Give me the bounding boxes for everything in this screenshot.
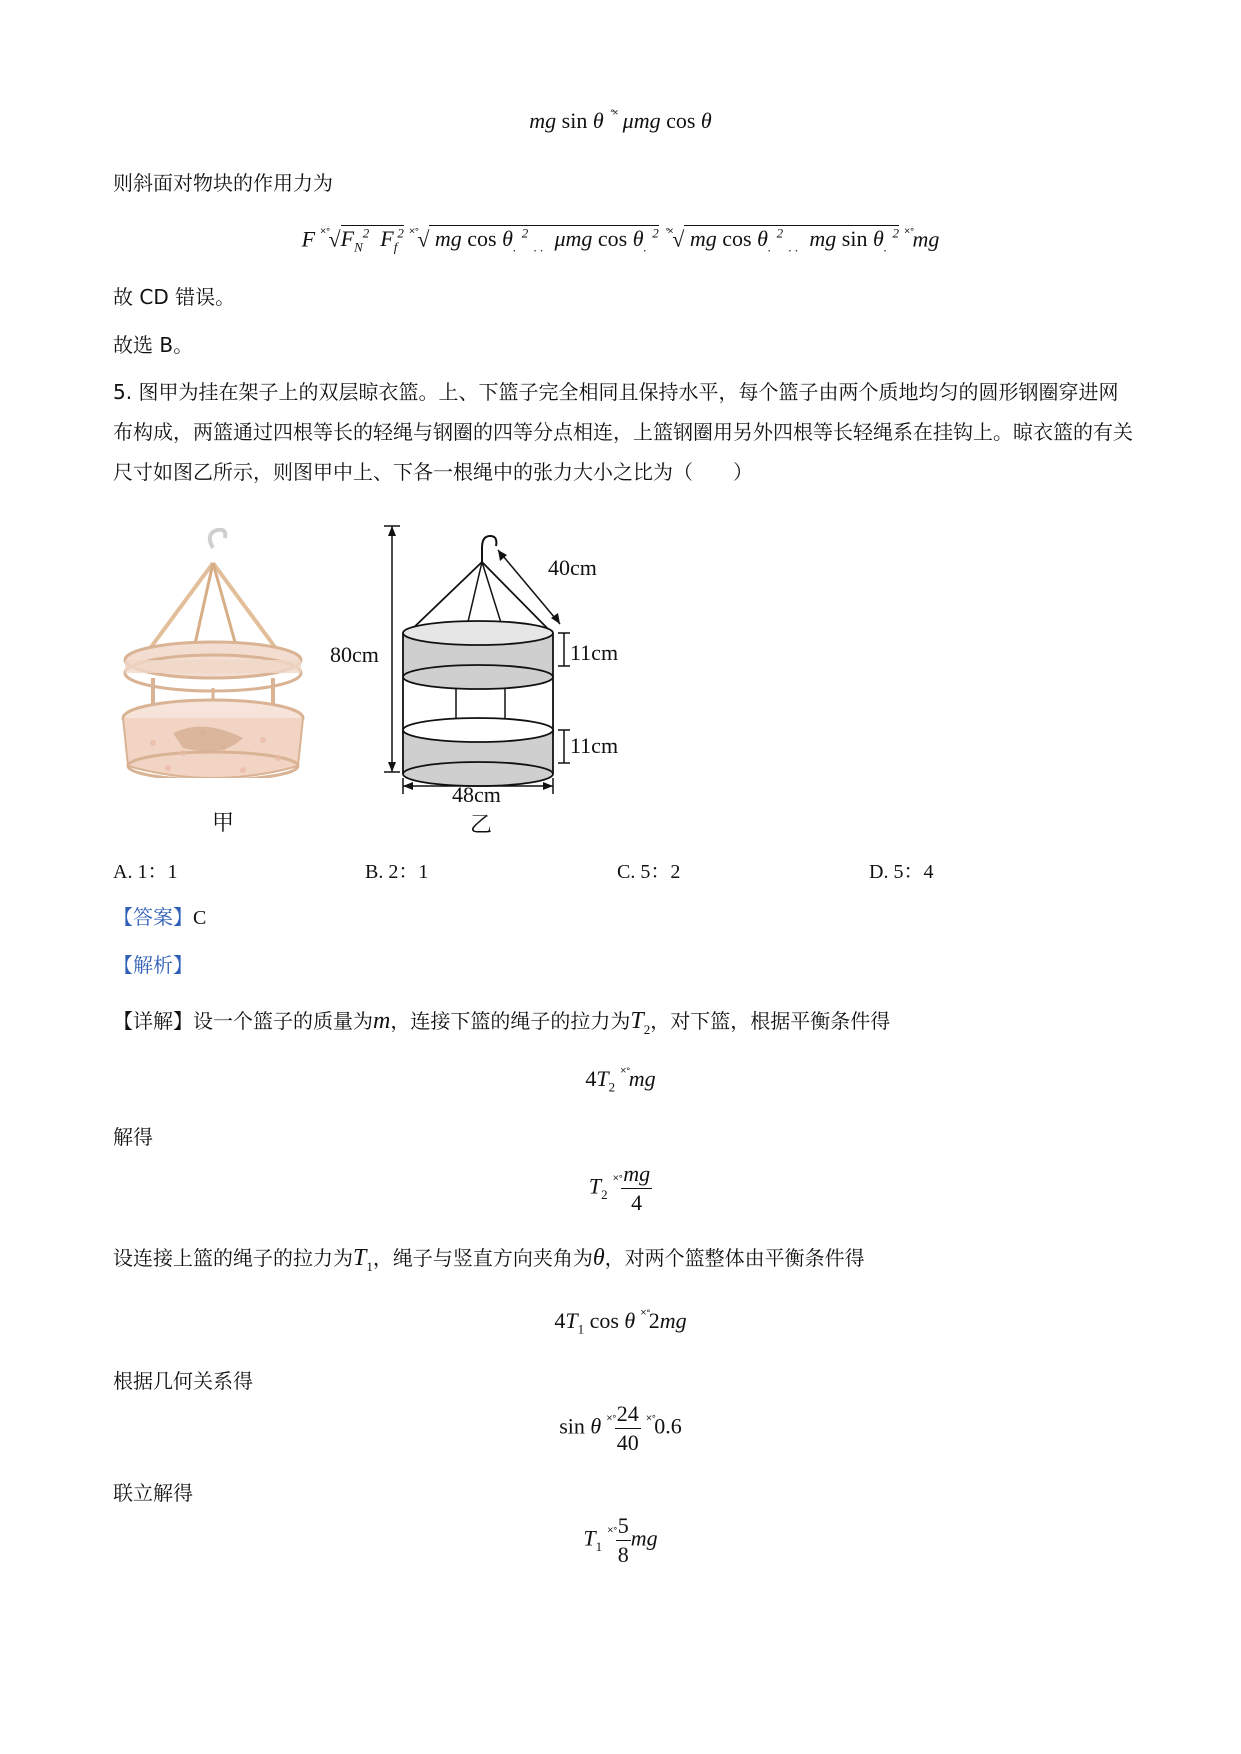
dim-40cm: 40cm [548,555,597,580]
label-yi: 乙 [470,813,493,838]
option-d: D. 5：4 [869,861,934,883]
equation-whole-system: $4T_1$ cos θ ˟˚2mg [554,1308,687,1337]
analysis-tag: 【解析】 [113,953,193,977]
label-jia: 甲 [212,811,235,836]
equation-t2: $T_2$ ˟˚ $\frac{mg}{4}$ [588,1161,651,1215]
detail-tag: 【详解】 [113,1009,193,1033]
set-line: 设连接上篮的绳子的拉力为$T_1$，绳子与竖直方向夹角为θ，对两个篮整体由平衡条件得 [113,1245,865,1274]
detail-text-2: ，连接下篮的绳子的拉力为 [390,1009,631,1033]
var-t2: $T_2$ [630,1008,651,1037]
option-c: C. 5：2 [617,861,681,883]
text-choose-b: 故选 B。 [113,333,194,357]
detail-line [113,1006,890,1045]
text-solve: 解得 [113,1125,153,1149]
equation-friction: mg sin θ ˚˟ μmg cos θ [529,108,712,133]
answer-value: C [193,907,207,929]
equation-t1: $T_1$ ˟˚ $\frac{5}{8}$ mg [583,1513,658,1567]
text-joint-solve: 联立解得 [113,1481,193,1505]
dim-11cm-lower: 11cm [570,733,619,758]
set-text-3: ，对两个篮整体由平衡条件得 [604,1246,865,1270]
option-b: B. 2：1 [365,861,429,883]
answer-line [113,902,206,933]
answer-tag: 【答案】 [113,905,193,929]
detail-text-1: 设一个篮子的质量为 [193,1009,373,1033]
dim-48cm: 48cm [452,782,501,807]
figure-jia-photo [113,528,313,778]
set-text-1: 设连接上篮的绳子的拉力为 [113,1246,353,1270]
text-force-intro: 则斜面对物块的作用力为 [113,171,333,195]
dim-11cm-upper: 11cm [570,640,619,665]
equation-lower-basket: $4T_2$ ˟˚mg [585,1066,656,1095]
set-text-2: ，绳子与竖直方向夹角为 [372,1246,593,1270]
detail-text-3: ，对下篮，根据平衡条件得 [650,1009,891,1033]
equation-resultant-force: F $^{˟˚}√F_N^2$ $F_f^2$ ˟˚√ mg $\cos \theta_.$ $^2$ $_{. .}$ μmg $\cos \theta_.$ $^2$ ˚˟√ mg $\cos \theta_.$ $^2$ $_{. .}$ mg $\sin \theta_.$ $^2$ ˟˚mg [301,226,940,255]
text-geometry: 根据几何关系得 [113,1369,253,1393]
question-5-text: 5. 图甲为挂在架子上的双层晾衣篮。上、下篮子完全相同且保持水平，每个篮子由两个质地均匀的圆形钢圈穿进网布构成，两篮通过四根等长的轻绳与钢圈的四等分点相连，上篮钢圈用另外四根等长轻绳系在挂钩上。晾衣篮的有关尺寸如图乙所示，则图甲中上、下各一根绳中的张力大小之比为（ ） [113,380,1133,484]
var-m: m [373,1008,391,1034]
dim-80cm: 80cm [330,642,379,667]
equation-sin-theta: sin θ ˟˚ $\frac{24}{40}$ ˟˚0.6 [559,1401,682,1455]
text-cd-wrong: 故 CD 错误。 [113,285,236,309]
option-a: A. 1：1 [113,861,178,883]
